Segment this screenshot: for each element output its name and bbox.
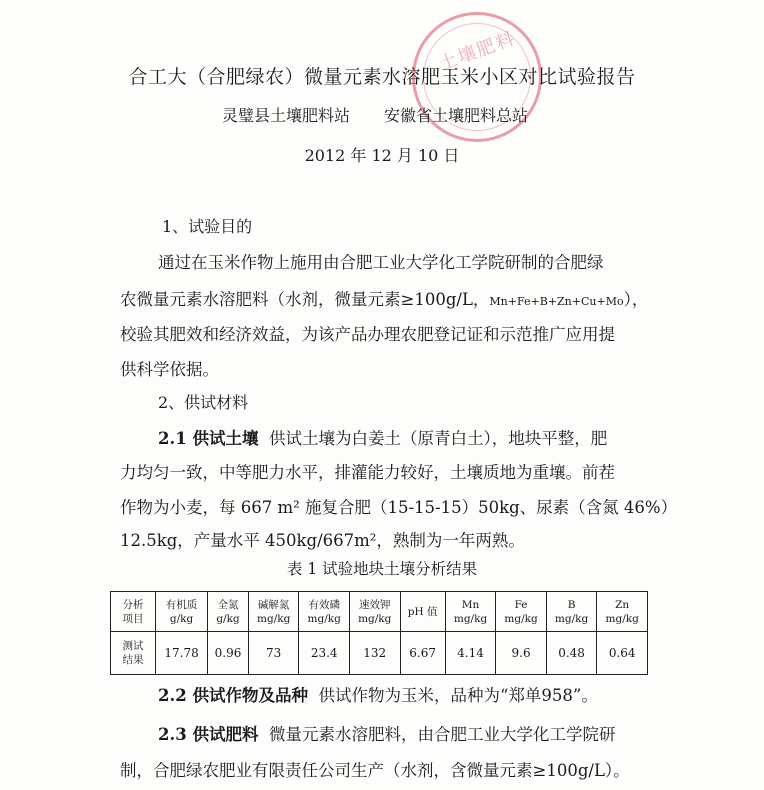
value-cell: 9.6 xyxy=(496,632,547,675)
value-cell: 6.67 xyxy=(400,632,445,675)
soil-analysis-table xyxy=(110,591,648,675)
s1-elements: Mn+Fe+B+Zn+Cu+Mo xyxy=(489,295,624,308)
header-name: Fe xyxy=(514,598,528,611)
header-cell xyxy=(208,592,249,632)
header-unit: mg/kg xyxy=(307,612,341,625)
seal-text: 土壤肥料 xyxy=(436,27,519,75)
table-corner-cell xyxy=(111,592,156,632)
header-cell xyxy=(400,592,445,632)
header-unit: mg/kg xyxy=(358,612,392,625)
s22-label: 2.2 供试作物及品种 xyxy=(158,686,308,705)
issuing-organizations xyxy=(222,103,528,126)
header-name: Mn xyxy=(461,598,480,611)
org-province: 安徽省土壤肥料总站 xyxy=(384,106,529,125)
value-cell: 0.64 xyxy=(597,632,648,675)
header-cell xyxy=(546,592,597,632)
s23-line-1 xyxy=(158,721,615,745)
s21-label: 2.1 供试土壤 xyxy=(158,429,259,448)
value-cell: 4.14 xyxy=(445,632,496,675)
header-cell xyxy=(445,592,496,632)
header-cell xyxy=(349,592,400,632)
section-1-heading: 1、试验目的 xyxy=(162,217,253,236)
header-unit: mg/kg xyxy=(554,612,589,625)
s21-text: 供试土壤为白姜土（原青白土），地块平整，肥 xyxy=(268,429,608,448)
s1-line-2c: ）， xyxy=(623,290,649,309)
header-name: 速效钾 xyxy=(358,598,391,611)
s22-text: 供试作物为玉米，品种为“郑单958”。 xyxy=(318,686,598,705)
header-name: 有机质 xyxy=(165,598,198,611)
corner-top: 分析 xyxy=(122,598,144,611)
s21-line-1 xyxy=(158,425,607,449)
header-cell xyxy=(496,592,547,632)
s23-line-2: 制，合肥绿农肥业有限责任公司生产（水剂，含微量元素≥100g/L）。 xyxy=(120,761,630,780)
table-caption: 表 1 试验地块土壤分析结果 xyxy=(286,560,478,578)
report-date: 2012 年 12 月 10 日 xyxy=(304,146,460,165)
s21-line-3: 作物为小麦，每 667 m² 施复合肥（15-15-15）50kg、尿素（含氮 46%） xyxy=(120,498,678,517)
s21-line-2: 力均匀一致，中等肥力水平，排灌能力较好，土壤质地为重壤。前茬 xyxy=(120,463,615,482)
s1-line-4: 供科学依据。 xyxy=(120,360,219,379)
header-unit: g/kg xyxy=(216,612,240,625)
header-unit: mg/kg xyxy=(504,612,538,625)
value-cell: 23.4 xyxy=(299,632,350,675)
s1-line-2 xyxy=(120,286,648,310)
value-cell: 0.96 xyxy=(208,632,249,675)
header-unit: mg/kg xyxy=(605,612,639,625)
report-title: 合工大（合肥绿农）微量元素水溶肥玉米小区对比试验报告 xyxy=(128,66,636,88)
s21-line-4: 12.5kg，产量水平 450kg/667m²，熟制为一年两熟。 xyxy=(120,531,525,550)
table-header-row xyxy=(111,592,648,632)
header-cell xyxy=(299,592,350,632)
value-cell: 0.48 xyxy=(546,632,597,675)
org-county: 灵璧县土壤肥料站 xyxy=(222,106,351,125)
s1-line-3: 校验其肥效和经济效益，为该产品办理农肥登记证和示范推广应用提 xyxy=(120,325,615,344)
header-name: B xyxy=(567,598,576,611)
header-cell xyxy=(156,592,208,632)
row-label-top: 测试 xyxy=(122,640,144,652)
header-unit: mg/kg xyxy=(453,612,488,625)
section-2-heading: 2、供试材料 xyxy=(158,393,249,412)
header-name: pH 值 xyxy=(407,605,438,618)
header-name: 全氮 xyxy=(217,598,239,611)
s23-text: 微量元素水溶肥料，由合肥工业大学化工学院研 xyxy=(268,725,616,744)
header-name: 碱解氮 xyxy=(257,598,290,611)
corner-bottom: 项目 xyxy=(122,612,144,625)
header-cell xyxy=(597,592,648,632)
header-name: 有效磷 xyxy=(308,598,340,611)
header-unit: mg/kg xyxy=(257,612,291,625)
value-cell: 73 xyxy=(248,632,299,675)
value-cell: 132 xyxy=(349,632,400,675)
table-row xyxy=(111,632,648,675)
value-cell: 17.78 xyxy=(156,632,208,675)
s1-line-1: 通过在玉米作物上施用由合肥工业大学化工学院研制的合肥绿 xyxy=(158,253,604,272)
header-unit: g/kg xyxy=(169,612,194,625)
row-label-bottom: 结果 xyxy=(122,654,144,666)
row-label-cell xyxy=(111,632,156,675)
s1-line-2a: 农微量元素水溶肥料（水剂，微量元素≥100g/L， xyxy=(120,290,490,309)
s23-label: 2.3 供试肥料 xyxy=(158,725,259,744)
header-name: Zn xyxy=(615,598,630,611)
s22-line xyxy=(158,682,598,706)
header-cell xyxy=(248,592,299,632)
